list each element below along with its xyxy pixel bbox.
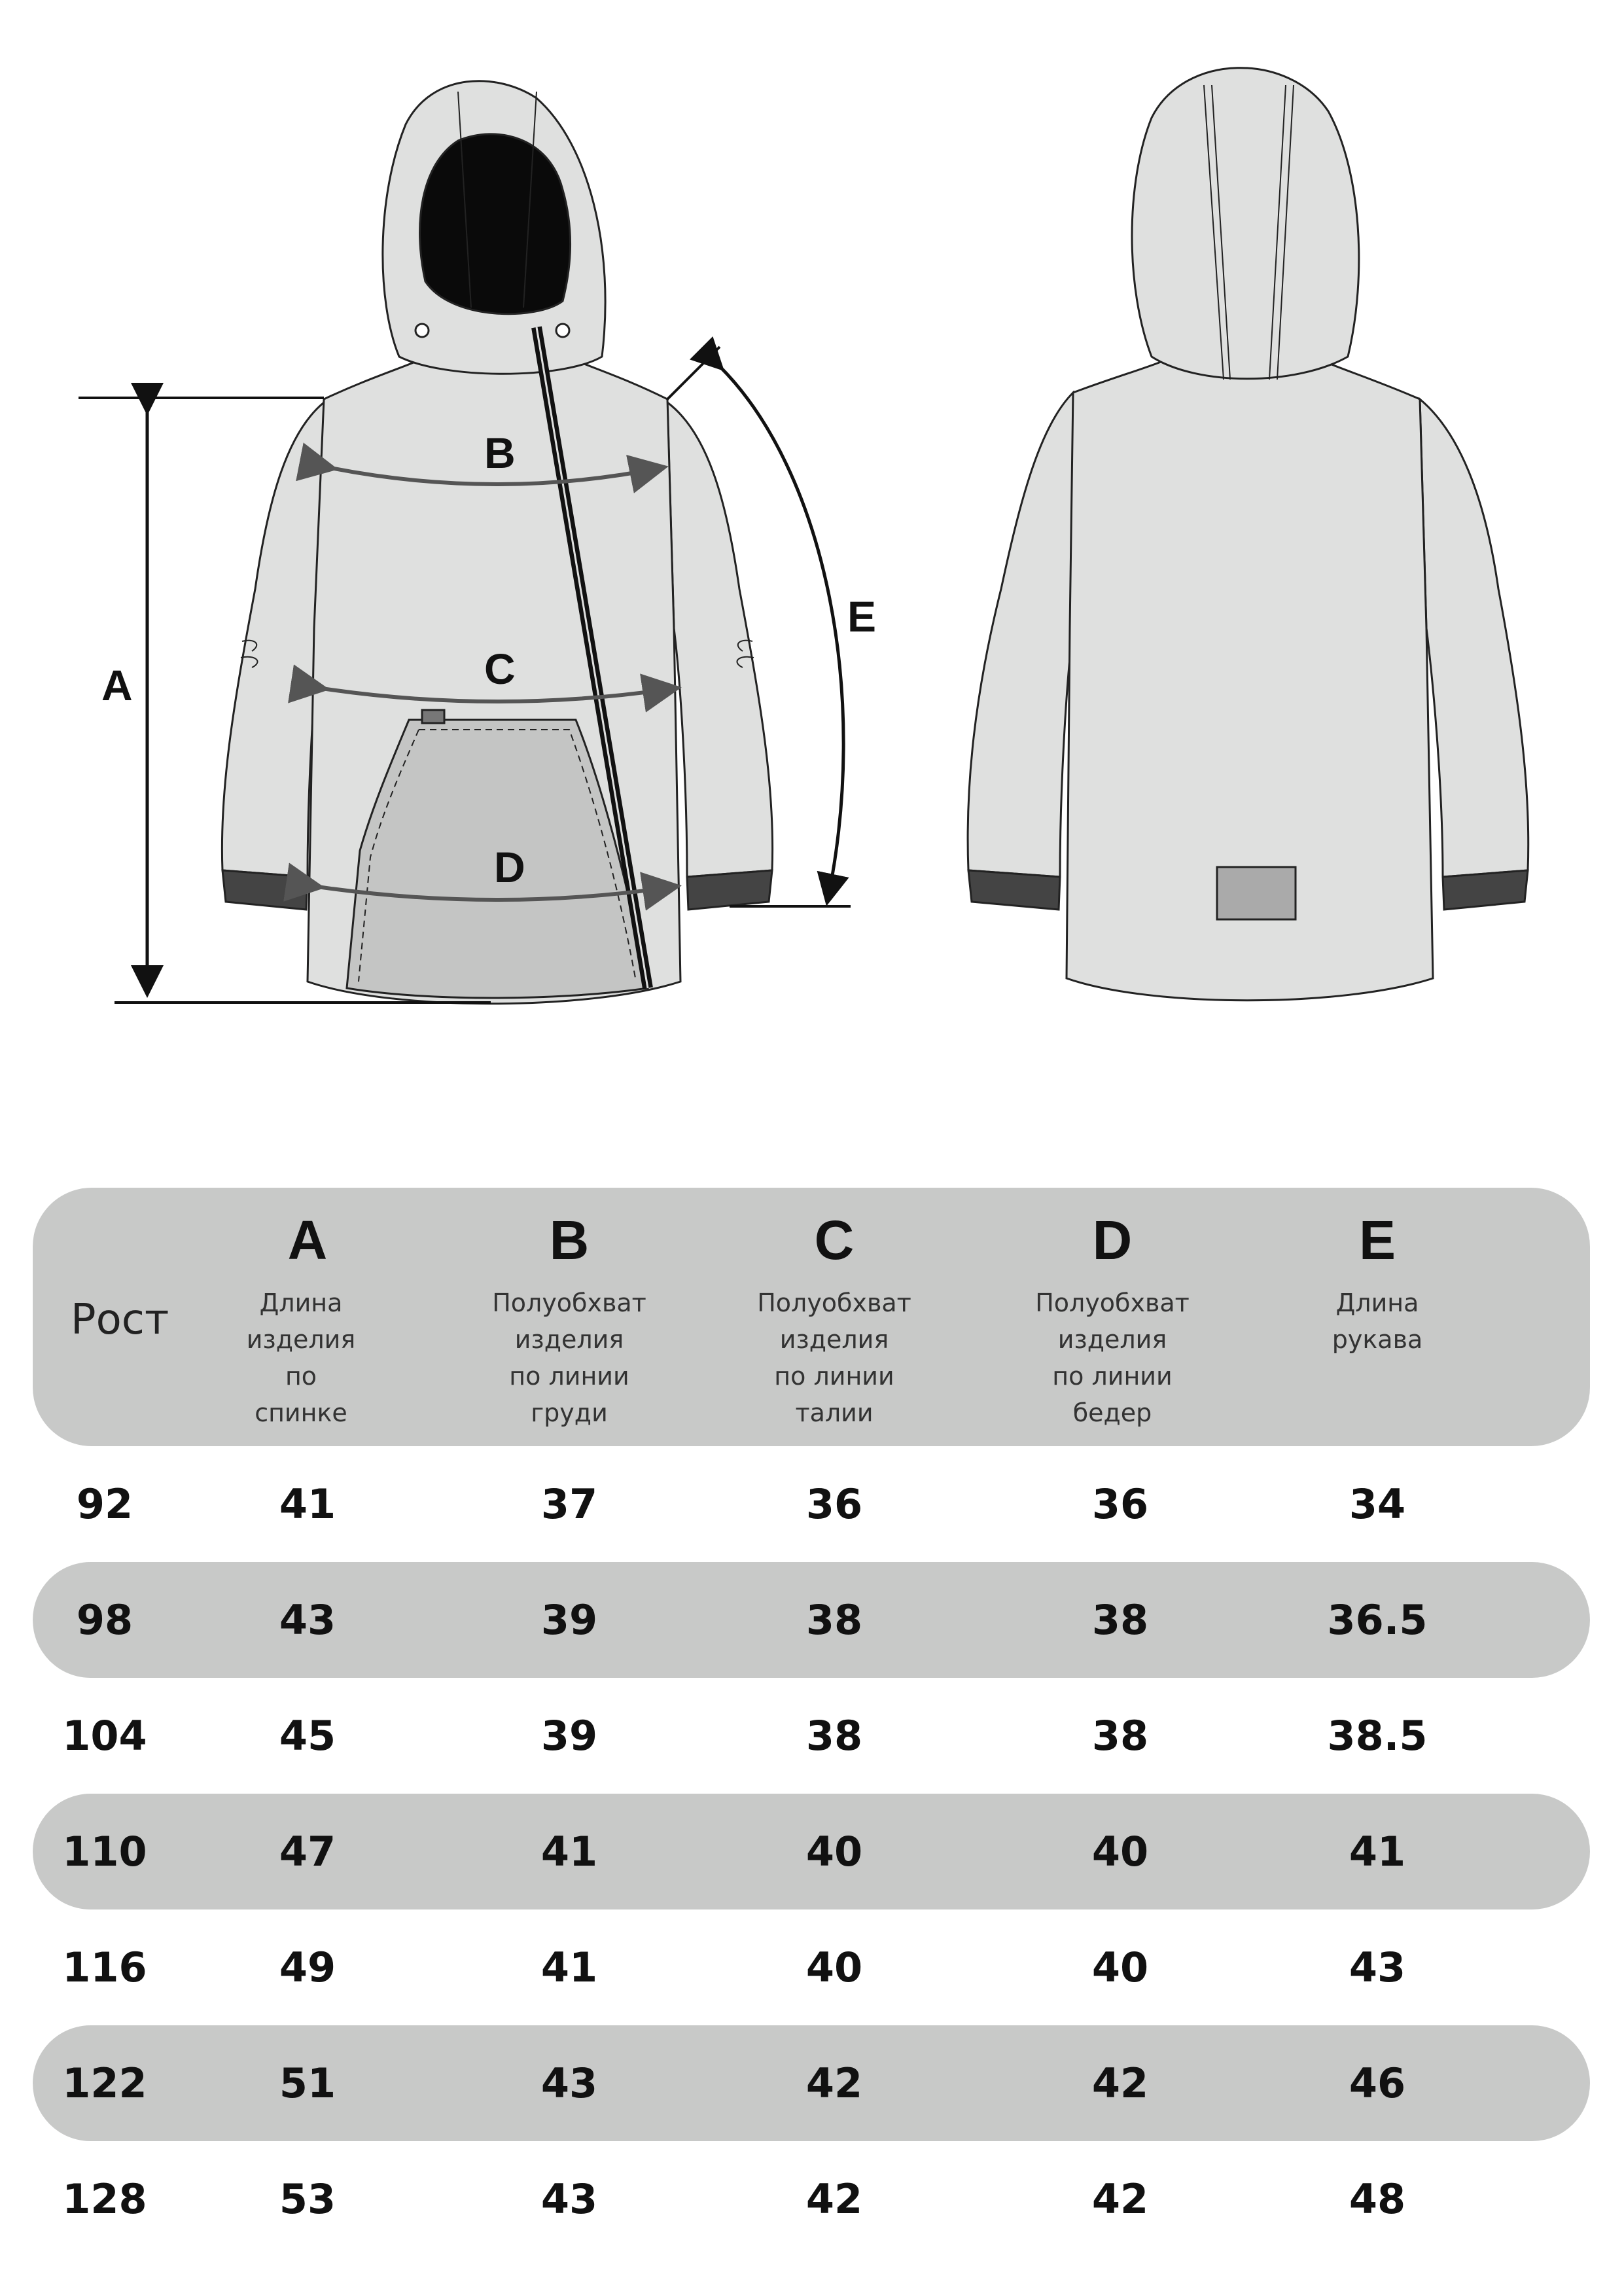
row-height-cell: 110 bbox=[62, 1828, 147, 1875]
value-cell-d: 38 bbox=[1091, 1712, 1149, 1760]
value-cell-b: 43 bbox=[540, 2175, 598, 2223]
value-cell-b: 41 bbox=[540, 1828, 598, 1875]
value-cell-a: 43 bbox=[279, 1596, 336, 1644]
value-cell-d: 40 bbox=[1091, 1944, 1149, 1991]
column-description: Длина рукава bbox=[1332, 1288, 1423, 1354]
value-cell-e: 46 bbox=[1349, 2059, 1406, 2107]
back-right-sleeve bbox=[1420, 399, 1528, 877]
dim-label-c: C bbox=[484, 645, 516, 693]
value-cell-a: 53 bbox=[279, 2175, 336, 2223]
value-cell-b: 37 bbox=[540, 1480, 598, 1528]
jacket-diagram bbox=[0, 0, 1624, 1047]
back-view bbox=[968, 68, 1528, 1001]
value-cell-c: 38 bbox=[805, 1596, 863, 1644]
value-cell-d: 40 bbox=[1091, 1828, 1149, 1875]
dim-label-e: E bbox=[847, 592, 877, 641]
table-row bbox=[33, 1678, 1590, 1794]
table-row bbox=[33, 2141, 1590, 2257]
dim-label-d: D bbox=[494, 843, 525, 891]
column-letter: B bbox=[549, 1209, 590, 1271]
value-cell-e: 34 bbox=[1349, 1480, 1406, 1528]
value-cell-e: 38.5 bbox=[1327, 1712, 1428, 1760]
column-letter: C bbox=[814, 1209, 855, 1271]
dim-label-a: A bbox=[101, 661, 133, 709]
back-label-patch bbox=[1217, 867, 1296, 919]
column-header-b bbox=[451, 1207, 687, 1431]
front-hood-opening bbox=[420, 134, 571, 314]
row-height-cell: 92 bbox=[76, 1480, 133, 1528]
back-left-cuff bbox=[968, 870, 1060, 910]
value-cell-b: 43 bbox=[540, 2059, 598, 2107]
value-cell-c: 38 bbox=[805, 1712, 863, 1760]
column-header-d bbox=[995, 1207, 1230, 1431]
table-row bbox=[33, 1446, 1590, 1562]
value-cell-c: 42 bbox=[805, 2059, 863, 2107]
row-height-cell: 104 bbox=[62, 1712, 147, 1760]
table-row bbox=[33, 1909, 1590, 2025]
row-height-cell: 98 bbox=[76, 1596, 133, 1644]
table-row bbox=[33, 2025, 1590, 2141]
value-cell-c: 42 bbox=[805, 2175, 863, 2223]
value-cell-a: 41 bbox=[279, 1480, 336, 1528]
back-hood bbox=[1132, 68, 1359, 379]
table-row bbox=[33, 1794, 1590, 1909]
row-height-cell: 116 bbox=[62, 1944, 147, 1991]
front-right-sleeve bbox=[667, 402, 773, 877]
front-left-cuff bbox=[222, 870, 308, 910]
value-cell-e: 36.5 bbox=[1327, 1596, 1428, 1644]
value-cell-e: 41 bbox=[1349, 1828, 1406, 1875]
column-header-c bbox=[716, 1207, 952, 1431]
column-header-a bbox=[190, 1207, 425, 1431]
value-cell-a: 51 bbox=[279, 2059, 336, 2107]
value-cell-d: 38 bbox=[1091, 1596, 1149, 1644]
size-table bbox=[33, 1188, 1590, 2257]
column-description: Полуобхват изделия по линии груди bbox=[492, 1288, 646, 1427]
value-cell-a: 47 bbox=[279, 1828, 336, 1875]
value-cell-d: 36 bbox=[1091, 1480, 1149, 1528]
value-cell-c: 40 bbox=[805, 1828, 863, 1875]
column-letter: D bbox=[1092, 1209, 1133, 1271]
front-right-cuff bbox=[687, 870, 772, 910]
value-cell-d: 42 bbox=[1091, 2059, 1149, 2107]
row-height-cell: 122 bbox=[62, 2059, 147, 2107]
column-description: Полуобхват изделия по линии талии bbox=[757, 1288, 911, 1427]
column-description: Полуобхват изделия по линии бедер bbox=[1035, 1288, 1190, 1427]
column-description: Длина изделия по спинке bbox=[246, 1288, 356, 1427]
value-cell-c: 36 bbox=[805, 1480, 863, 1528]
dim-label-b: B bbox=[484, 429, 516, 477]
table-header bbox=[33, 1188, 1590, 1446]
value-cell-d: 42 bbox=[1091, 2175, 1149, 2223]
front-left-sleeve bbox=[222, 402, 324, 877]
column-letter: A bbox=[287, 1209, 328, 1271]
column-letter: E bbox=[1358, 1209, 1396, 1271]
value-cell-b: 39 bbox=[540, 1596, 598, 1644]
column-header-e bbox=[1260, 1207, 1495, 1358]
value-cell-b: 41 bbox=[540, 1944, 598, 1991]
back-right-cuff bbox=[1443, 870, 1528, 910]
value-cell-e: 43 bbox=[1349, 1944, 1406, 1991]
table-row bbox=[33, 1562, 1590, 1678]
row-height-cell: 128 bbox=[62, 2175, 147, 2223]
right-drawcord-toggle bbox=[556, 324, 569, 337]
value-cell-a: 45 bbox=[279, 1712, 336, 1760]
pocket-tab bbox=[422, 710, 444, 723]
value-cell-b: 39 bbox=[540, 1712, 598, 1760]
back-left-sleeve bbox=[968, 393, 1073, 877]
left-drawcord-toggle bbox=[415, 324, 429, 337]
value-cell-c: 40 bbox=[805, 1944, 863, 1991]
value-cell-e: 48 bbox=[1349, 2175, 1406, 2223]
row-header-label: Рост bbox=[71, 1296, 169, 1344]
value-cell-a: 49 bbox=[279, 1944, 336, 1991]
